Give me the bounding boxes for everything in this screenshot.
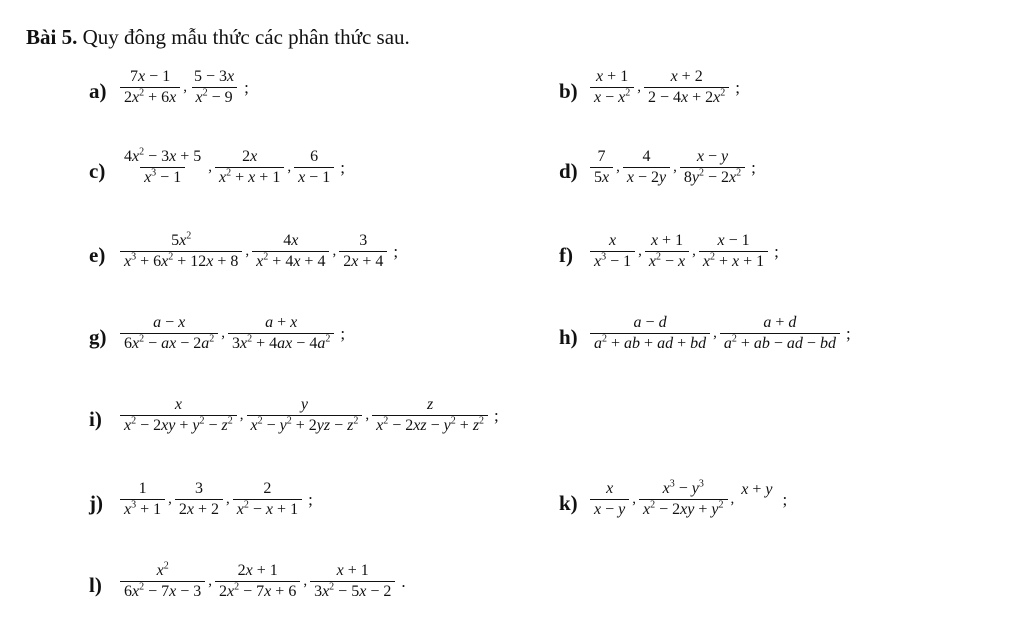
numerator: x — [174, 396, 182, 413]
denominator: $x^3 + 1$ — [120, 499, 165, 519]
numerator: x − y — [696, 148, 729, 165]
comma-separator: , — [365, 407, 370, 423]
denominator: $x^2 - 2xy + y^2$ — [639, 499, 728, 519]
fraction — [120, 314, 218, 353]
end-punctuation: ; — [393, 241, 399, 261]
comma-separator: , — [638, 243, 642, 259]
comma-separator: , — [287, 159, 292, 175]
fraction — [623, 148, 670, 187]
numerator: 3 — [194, 480, 203, 497]
numerator: y — [300, 396, 309, 413]
fraction — [228, 314, 334, 353]
problem-label: f) — [559, 243, 573, 267]
end-punctuation: ; — [774, 241, 779, 261]
comma-separator: , — [245, 243, 250, 259]
fraction — [645, 232, 689, 271]
numerator: $x^2$ — [156, 560, 169, 579]
denominator: $x^2 - 9$ — [192, 87, 237, 107]
problem-label: h) — [559, 325, 578, 349]
numerator: x — [606, 480, 614, 497]
fraction-list — [119, 480, 313, 519]
numerator: $4x^2 - 3x + 5$ — [124, 146, 202, 165]
numerator: x + 1 — [596, 68, 629, 85]
denominator: 2x + 2 — [175, 499, 223, 519]
fraction-list — [589, 314, 851, 353]
fraction — [120, 232, 242, 271]
fraction — [233, 480, 302, 519]
denominator — [751, 500, 763, 519]
problem-label: j) — [89, 491, 103, 515]
denominator: $x^2 - 2xz - y^2 + z^2$ — [372, 415, 488, 435]
end-punctuation: ; — [735, 77, 741, 97]
comma-separator: , — [730, 491, 735, 507]
numerator: x + 1 — [650, 232, 684, 249]
denominator: $x^3 - 1$ — [590, 251, 635, 271]
denominator: $x^3 - 1$ — [140, 167, 185, 187]
fraction — [120, 480, 165, 519]
fraction — [120, 148, 205, 187]
comma-separator: , — [208, 159, 213, 175]
fraction-list — [119, 148, 345, 187]
problem-label: g) — [89, 325, 107, 349]
denominator: $6x^2 - 7x - 3$ — [120, 581, 205, 601]
numerator: 6 — [310, 148, 319, 165]
end-punctuation: ; — [244, 77, 249, 97]
denominator: $x^2 + 4x + 4$ — [252, 251, 329, 271]
denominator: $x^2 - x + 1$ — [233, 499, 302, 519]
comma-separator: , — [332, 243, 337, 259]
numerator: a + x — [265, 314, 298, 331]
end-punctuation: ; — [308, 489, 313, 509]
fraction-list — [119, 314, 345, 353]
exercise-number: Bài 5. — [26, 25, 78, 49]
fraction — [639, 480, 728, 519]
denominator: x − 2y — [623, 167, 670, 187]
end-punctuation: ; — [751, 157, 756, 177]
fraction — [590, 480, 629, 519]
comma-separator: , — [616, 159, 620, 175]
fraction — [590, 68, 634, 107]
denominator: $2x^2 + 6x$ — [120, 87, 180, 107]
end-punctuation: . — [401, 571, 406, 591]
comma-separator: , — [239, 407, 244, 423]
denominator: $6x^2$ − ax − $2a^2$ — [120, 333, 218, 353]
numerator: 4x — [283, 232, 299, 249]
exercise-instruction: Quy đông mẫu thức các phân thức sau. — [77, 25, 410, 49]
comma-separator: , — [713, 325, 717, 341]
fraction — [720, 314, 840, 353]
fraction-list — [589, 480, 787, 519]
denominator: 2x + 4 — [339, 251, 387, 271]
comma-separator: , — [168, 491, 172, 507]
denominator: $x^2 - y^2 + 2yz - z^2$ — [247, 415, 363, 435]
numerator: 2 — [263, 480, 272, 497]
denominator: $8y^2 - 2x^2$ — [680, 167, 745, 187]
problem-label: d) — [559, 159, 578, 183]
denominator: $x^3 + 6x^2 + 12x + 8$ — [120, 251, 242, 271]
comma-separator: , — [632, 491, 636, 507]
numerator: $5x^2$ — [171, 230, 192, 249]
denominator: $x^2 + x + 1$ — [699, 251, 768, 271]
fraction — [590, 148, 613, 187]
problem-label: c) — [89, 159, 106, 183]
problem-label: l) — [89, 573, 102, 597]
denominator: $2 - 4x + 2x^2$ — [644, 87, 729, 107]
fraction — [120, 562, 205, 601]
comma-separator: , — [692, 243, 696, 259]
comma-separator: , — [221, 325, 226, 341]
fraction-list — [589, 68, 740, 107]
fraction — [215, 148, 284, 187]
end-punctuation: ; — [340, 323, 346, 343]
problem-label: k) — [559, 491, 578, 515]
fraction — [252, 232, 329, 271]
end-punctuation: ; — [782, 489, 788, 509]
denominator: $x^2 - x$ — [645, 251, 689, 271]
fraction — [590, 314, 710, 353]
fraction — [120, 396, 237, 435]
problem-label: i) — [89, 407, 102, 431]
fraction-list — [119, 396, 499, 435]
fraction — [294, 148, 334, 187]
denominator: $a^2$ + ab − ad − bd — [720, 333, 840, 353]
exercise-title — [26, 25, 410, 50]
denominator: $a^2$ + ab + ad + bd — [590, 333, 710, 353]
denominator: $x^2 + x + 1$ — [215, 167, 284, 187]
fraction-list — [589, 148, 756, 187]
comma-separator: , — [183, 79, 187, 95]
denominator: $x^2 - 2xy + y^2 - z^2$ — [120, 415, 237, 435]
numerator: a + d — [763, 314, 797, 331]
numerator: $x^3 - y^3$ — [662, 478, 704, 497]
fraction — [120, 68, 180, 107]
fraction-list — [119, 68, 249, 107]
comma-separator: , — [303, 573, 308, 589]
numerator: 2x — [242, 148, 258, 165]
denominator: $3x^2 + 4ax - 4a^2$ — [228, 333, 334, 353]
problem-label: e) — [89, 243, 106, 267]
comma-separator: , — [673, 159, 677, 175]
denominator: x − 1 — [294, 167, 334, 187]
numerator: 7 — [597, 148, 606, 165]
denominator: $x - x^2$ — [590, 87, 634, 107]
end-punctuation: ; — [494, 405, 499, 425]
numerator: x + 1 — [336, 562, 369, 579]
fraction-list — [589, 232, 779, 271]
fraction-list — [119, 232, 398, 271]
numerator: 4 — [642, 148, 651, 165]
numerator: 2x + 1 — [237, 562, 278, 579]
fraction-list — [119, 562, 406, 601]
comma-separator: , — [208, 573, 213, 589]
numerator: 5 − 3x — [194, 68, 235, 85]
fraction — [247, 396, 363, 435]
numerator: x + 2 — [670, 68, 703, 85]
fraction — [590, 232, 635, 271]
comma-separator: , — [226, 491, 230, 507]
numerator: x — [609, 232, 617, 249]
fraction — [737, 481, 776, 519]
numerator: 3 — [359, 232, 368, 249]
end-punctuation: ; — [340, 157, 345, 177]
denominator: x − y — [590, 499, 629, 519]
problem-label: b) — [559, 79, 578, 103]
denominator: 5x — [590, 167, 613, 187]
numerator: 7x − 1 — [130, 68, 171, 85]
numerator: 1 — [138, 480, 147, 497]
fraction — [215, 562, 300, 601]
fraction — [310, 562, 395, 601]
problem-label: a) — [89, 79, 107, 103]
numerator: x − 1 — [717, 232, 750, 249]
comma-separator: , — [637, 79, 641, 95]
fraction — [644, 68, 729, 107]
numerator: a − x — [153, 314, 186, 331]
denominator: $3x^2 - 5x - 2$ — [310, 581, 395, 601]
fraction — [699, 232, 768, 271]
fraction — [372, 396, 488, 435]
fraction — [190, 68, 238, 107]
fraction — [339, 232, 387, 271]
denominator: $2x^2 - 7x + 6$ — [215, 581, 300, 601]
numerator: x + y — [741, 480, 773, 498]
numerator: a − d — [633, 314, 667, 331]
fraction — [175, 480, 223, 519]
numerator: z — [426, 396, 434, 413]
fraction — [680, 148, 745, 187]
end-punctuation: ; — [845, 323, 851, 343]
